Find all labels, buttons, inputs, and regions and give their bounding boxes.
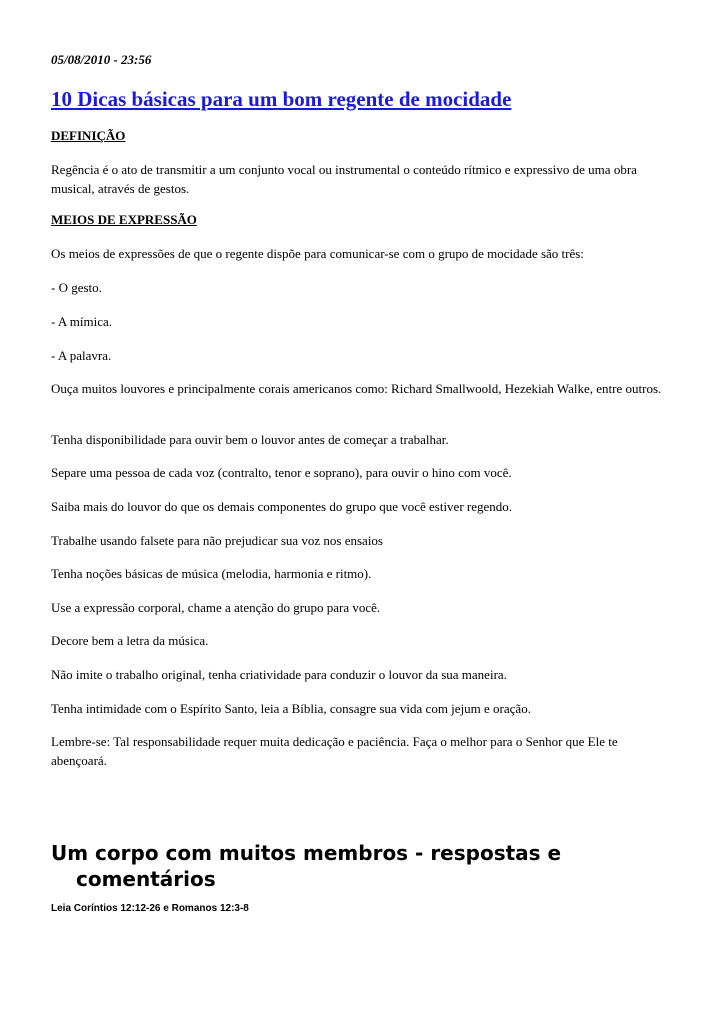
definition-paragraph: Regência é o ato de transmitir a um conjunto vocal ou instrumental o conteúdo rítmico e expressivo de uma obra musical, através de gestos. bbox=[51, 162, 637, 196]
paragraph-tip: Trabalhe usando falsete para não prejudicar sua voz nos ensaios bbox=[51, 533, 383, 548]
next-section-title: Um corpo com muitos membros - respostas e comentários bbox=[51, 841, 562, 891]
paragraph-item: - A palavra. bbox=[51, 348, 112, 363]
paragraph-tip: Use a expressão corporal, chame a atenção do grupo para você. bbox=[51, 600, 381, 615]
paragraph-closing: Lembre-se: Tal responsabilidade requer muita dedicação e paciência. Faça o melhor para o Senhor que Ele te abençoará. bbox=[51, 734, 618, 768]
paragraph-tip: Tenha disponibilidade para ouvir bem o louvor antes de começar a trabalhar. bbox=[51, 432, 449, 447]
paragraph-tip: Decore bem a letra da música. bbox=[51, 633, 209, 648]
paragraph-tip: Tenha intimidade com o Espírito Santo, leia a Bíblia, consagre sua vida com jejum e oração. bbox=[51, 701, 531, 716]
paragraph-item: - A mímica. bbox=[51, 314, 113, 329]
expression-heading: MEIOS DE EXPRESSÃO bbox=[51, 212, 197, 227]
definition-heading: DEFINIÇÃO bbox=[51, 128, 126, 143]
post-title-link[interactable]: 10 Dicas básicas para um bom regente de mocidade bbox=[51, 87, 512, 111]
paragraph-tip: Saiba mais do louvor do que os demais componentes do grupo que você estiver regendo. bbox=[51, 499, 513, 514]
paragraph-item: - O gesto. bbox=[51, 280, 102, 295]
paragraph-intro: Os meios de expressões de que o regente dispõe para comunicar-se com o grupo de mocidade são três: bbox=[51, 246, 584, 261]
paragraph-tip: Ouça muitos louvores e principalmente corais americanos como: Richard Smallwoold, Hezekiah Walke, entre outros. bbox=[51, 381, 662, 396]
next-section-subtitle: Leia Coríntios 12:12-26 e Romanos 12:3-8 bbox=[51, 903, 249, 914]
paragraph-tip: Tenha noções básicas de música (melodia, harmonia e ritmo). bbox=[51, 566, 372, 581]
paragraph-tip: Separe uma pessoa de cada voz (contralto, tenor e soprano), para ouvir o hino com você. bbox=[51, 465, 512, 480]
paragraph-tip: Não imite o trabalho original, tenha criatividade para conduzir o louvor da sua maneira. bbox=[51, 667, 507, 682]
post-date: 05/08/2010 - 23:56 bbox=[51, 52, 152, 67]
